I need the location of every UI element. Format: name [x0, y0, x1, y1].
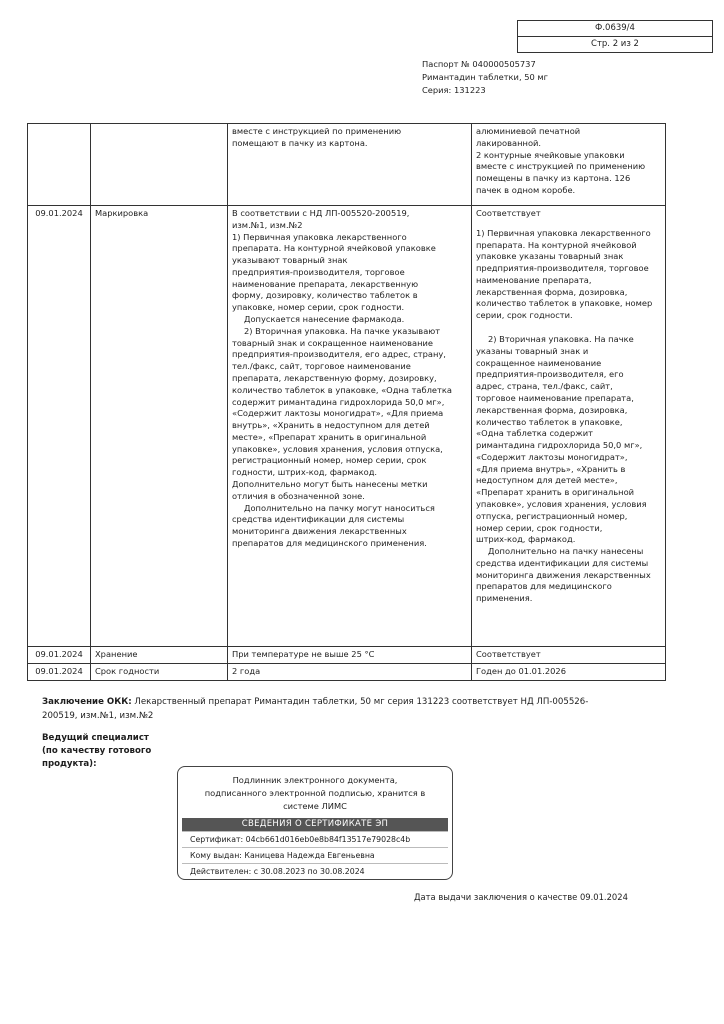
- stamp-issued-to: Кому выдан: Каницева Надежда Евгеньевна: [182, 847, 448, 863]
- requirement-cell: [228, 647, 472, 664]
- stamp-title: Подлинник электронного документа, подписанного электронной подписью, хранится в системе ЛИМС: [204, 775, 426, 811]
- test-name: Срок годности: [91, 663, 228, 680]
- result-cell: [472, 647, 666, 664]
- passport-info: [422, 58, 548, 97]
- conclusion: [42, 695, 602, 723]
- requirement-text: В соответствии с НД ЛП-005520-200519, изм.№1, изм.№2: [232, 208, 410, 230]
- stamp-certificate: Сертификат: 04cb661d016eb0e8b84f13517e79028c4b: [182, 831, 448, 847]
- table-row: [28, 647, 666, 664]
- requirement-text: 1) Первичная упаковка лекарственного препарата. На контурной ячейковой упаковке указывают товарный знак предприятия-производителя, торговое наименование препарата, лекарственную форму, дозировку, количество таблеток в упаковке, номер серии, срок годности.: [232, 231, 436, 313]
- page-number: Стр. 2 из 2: [518, 36, 712, 52]
- requirement-cell: [228, 206, 472, 647]
- passport-number: Паспорт № 040000505737: [422, 59, 536, 69]
- result-text: алюминиевой печатной лакированной. 2 контурные ячейковые упаковки вместе с инструкцией по применению помещены в пачку из картона. 126 пачек в одном коробе.: [476, 126, 646, 195]
- conclusion-text: Лекарственный препарат Римантадин таблетки, 50 мг серия 131223 соответствует НД ЛП-005526-200519, изм.№1, изм.№2: [42, 697, 589, 721]
- requirement-text: 2 года: [232, 665, 261, 676]
- specialist-label: Ведущий специалист (по качеству готового продукта):: [42, 733, 152, 769]
- test-name: Маркировка: [91, 206, 228, 647]
- form-code: Ф.0639/4: [595, 23, 635, 33]
- test-date: 09.01.2024: [28, 663, 91, 680]
- form-code-box: [517, 20, 713, 53]
- requirement-cell: [228, 663, 472, 680]
- test-date: 09.01.2024: [28, 206, 91, 647]
- passport-series: Серия: 131223: [422, 85, 486, 95]
- requirement-cell: [228, 124, 472, 206]
- test-date: 09.01.2024: [28, 647, 91, 664]
- passport-product: Римантадин таблетки, 50 мг: [422, 72, 549, 82]
- table-row: [28, 124, 666, 206]
- result-cell: [472, 663, 666, 680]
- requirement-text: Допускается нанесение фармакода.: [244, 314, 405, 325]
- requirement-text: 2) Вторичная упаковка. На пачке указывают товарный знак и сокращенное наименование предприятия-производителя, его адрес, страну, тел./факс, сайт, торговое наименование препарата, лекарственную форму, дозировку, количество таблеток в упаковке, «Одна таблетка содержит римантадина гидрохлорида 50,0 мг», «Содержит лактозы моногидрат», «Для приема внутрь», «Хранить в недоступном для детей месте», «Препарат хранить в оригинальной упаковке», условия хранения, условия отпуска, регистрационный номер, номер серии, срок годности, штрих-код, фармакод. Дополнительно могут быть нанесены метки отличия в обозначенной зоне.: [232, 325, 452, 501]
- stamp-bar: СВЕДЕНИЯ О СЕРТИФИКАТЕ ЭП: [182, 818, 448, 831]
- result-text: Годен до 01.01.2026: [476, 665, 566, 676]
- e-signature-stamp: [177, 766, 453, 880]
- test-name: Хранение: [91, 647, 228, 664]
- result-cell: [472, 206, 666, 647]
- result-text: Дополнительно на пачку нанесены средства идентификации для системы мониторинга движения лекарственных препаратов для медицинского применения.: [476, 546, 651, 604]
- test-date: [28, 124, 91, 206]
- table-row: [28, 206, 666, 647]
- result-text: Соответствует: [476, 649, 541, 659]
- stamp-valid: Действителен: с 30.08.2023 по 30.08.2024: [182, 863, 448, 879]
- requirement-text: вместе с инструкцией по применению помещают в пачку из картона.: [232, 126, 402, 148]
- requirement-text: Дополнительно на пачку могут наноситься средства идентификации для системы мониторинга движения лекарственных препаратов для медицинского применения.: [232, 502, 435, 548]
- quality-table: [27, 123, 666, 681]
- conclusion-label: Заключение ОКК:: [42, 697, 132, 707]
- issue-date: Дата выдачи заключения о качестве 09.01.2024: [414, 892, 628, 902]
- test-name: [91, 124, 228, 206]
- requirement-text: При температуре не выше 25 °С: [232, 649, 375, 659]
- result-text: 1) Первичная упаковка лекарственного препарата. На контурной ячейковой упаковке указаны товарный знак предприятия-производителя, торговое наименование препарата, лекарственная форма, дозировка, количество таблеток в упаковке, номер серии, срок годности.: [476, 227, 653, 321]
- table-row: [28, 663, 666, 680]
- result-text: Соответствует: [476, 208, 541, 218]
- result-cell: [472, 124, 666, 206]
- result-text: 2) Вторичная упаковка. На пачке указаны товарный знак и сокращенное наименование предприятия-производителя, его адрес, страна, тел./факс, сайт, торговое наименование препарата, лекарственная форма, дозировка, количество таблеток в упаковке, «Одна таблетка содержит римантадина гидрохлорида 50,0 мг», «Содержит лактозы моногидрат», «Для приема внутрь», «Хранить в недоступном для детей месте», «Препарат хранить в оригинальной упаковке», условия хранения, условия отпуска, регистрационный номер, номер серии, срок годности, штрих-код, фармакод.: [476, 334, 647, 545]
